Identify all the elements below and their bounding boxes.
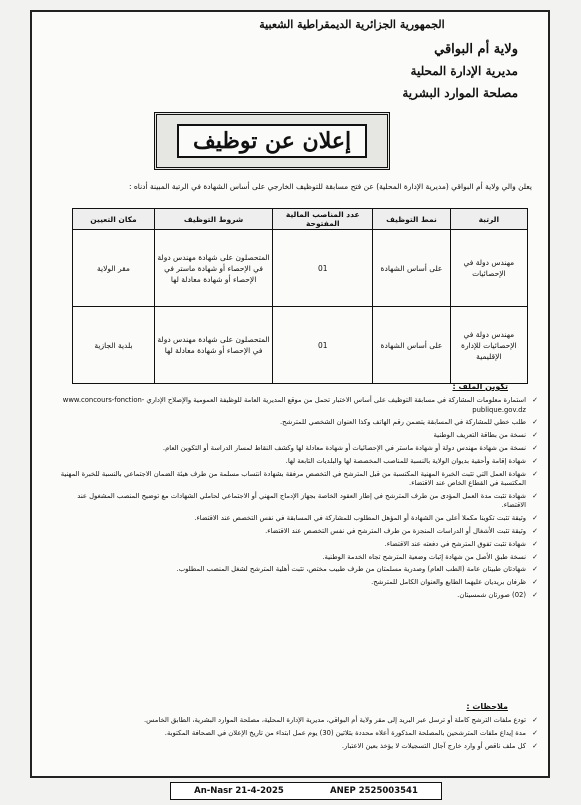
recruitment-mode-cell: على أساس الشهادة xyxy=(373,307,450,384)
column-header-conditions: شروط التوظيف xyxy=(154,209,272,230)
notes-heading: ملاحظات : xyxy=(466,702,508,711)
title-frame xyxy=(154,112,390,170)
service-name: مصلحة الموارد البشرية xyxy=(402,86,518,100)
list-item: ✓ استمارة معلومات المشاركة في مسابقة التوظيف على أساس الاختبار تحمل من موقع المديرية العامة للوظيفة العمومية والإصلاح الإداري www.concours-fonction-publique.gov.dz xyxy=(52,396,538,415)
list-item: ✓ شهادة العمل التي تثبت الخبرة المهنية المكتسبة من قبل المترشح في التخصص مرفقة بشهادة انتساب مسلمة من طرف هيئة الضمان الاجتماعي بالنسبة للخبرة المهنية المكتسبة في القطاع الخاص عند الاقتضاء. xyxy=(52,470,538,489)
list-item: ✓ (02) صورتان شمسيتان. xyxy=(52,591,538,601)
table-header-row xyxy=(73,209,528,230)
notes-list xyxy=(52,716,538,754)
list-item: ✓ طلب خطي للمشاركة في المسابقة يتضمن رقم الهاتف وكذا العنوان الشخصي للمترشح. xyxy=(52,418,538,428)
list-item: ✓ ظرفان بريديان عليهما الطابع والعنوان الكامل للمترشح. xyxy=(52,578,538,588)
positions-count-cell: 01 xyxy=(273,307,373,384)
announcement-page xyxy=(30,10,550,778)
list-item: ✓ وثيقة تثبت تكوينا مكملا أعلى من الشهادة أو المؤهل المطلوب للمشاركة في المسابقة في نفس التخصص عند الاقتضاء. xyxy=(52,514,538,524)
file-composition-heading: تكوين الملف : xyxy=(452,382,508,391)
list-item: ✓ وثيقة تثبت الأشغال أو الدراسات المنجزة من طرف المترشح في نفس التخصص عند الاقتضاء. xyxy=(52,527,538,537)
list-item: ✓ شهادة تثبت مدة العمل المؤدى من طرف المترشح في إطار العقود الخاصة بجهاز الإدماج المهني أو الاجتماعي لحاملي الشهادات مع توضيح المنصب المشغول عند الاقتضاء. xyxy=(52,492,538,511)
column-header-grade: الرتبة xyxy=(450,209,527,230)
recruitment-mode-cell: على أساس الشهادة xyxy=(373,230,450,307)
list-item: ✓ شهادة تثبت تفوق المترشح في دفعته عند الاقتضاء. xyxy=(52,540,538,550)
column-header-open-positions: عدد المناصب المالية المفتوحة xyxy=(273,209,373,230)
publication-footer xyxy=(170,782,442,800)
list-item: ✓ نسخة من شهادة مهندس دولة أو شهادة ماستر في الإحصائيات أو شهادة معادلة لها وكشف النقاط لمسار الدراسة أو التكوين العام. xyxy=(52,444,538,454)
list-item: ✓ شهادتان طبيتان عامة (الطب العام) وصدرية مسلمتان من طرف طبيب مختص، تثبت أهلية المترشح لشغل المنصب المطلوب. xyxy=(52,565,538,575)
grade-cell: مهندس دولة في الإحصائيات xyxy=(450,230,527,307)
column-header-assignment-place: مكان التعيين xyxy=(73,209,155,230)
list-item: ✓ نسخة طبق الأصل من شهادة إثبات وضعية المترشح تجاه الخدمة الوطنية. xyxy=(52,553,538,563)
wilaya-name: ولاية أم البواقي xyxy=(434,42,518,57)
column-header-recruitment-mode: نمط التوظيف xyxy=(373,209,450,230)
grade-cell: مهندس دولة في الإحصائيات للإدارة الإقليمية xyxy=(450,307,527,384)
table-row xyxy=(73,230,528,307)
anep-reference: ANEP 2525003541 xyxy=(330,786,418,796)
list-item: ✓ كل ملف ناقص أو وارد خارج آجال التسجيلات لا يؤخذ بعين الاعتبار. xyxy=(52,742,538,752)
announcement-title: إعلان عن توظيف xyxy=(177,124,367,158)
list-item: ✓ تودع ملفات الترشح كاملة أو ترسل عبر البريد إلى مقر ولاية أم البواقي، مديرية الإدارة المحلية، مصلحة الموارد البشرية، الطابق الخامس. xyxy=(52,716,538,726)
table-row xyxy=(73,307,528,384)
positions-table xyxy=(72,208,528,384)
assignment-place-cell: بلدية الجازية xyxy=(73,307,155,384)
conditions-cell: المتحصلون على شهادة مهندس دولة في الإحصاء أو شهادة ماستر في الإحصاء أو شهادة معادلة لها xyxy=(154,230,272,307)
assignment-place-cell: مقر الولاية xyxy=(73,230,155,307)
newspaper-date: An-Nasr 21-4-2025 xyxy=(194,786,284,796)
conditions-cell: المتحصلون على شهادة مهندس دولة في الإحصاء أو شهادة معادلة لها xyxy=(154,307,272,384)
list-item: ✓ شهادة إقامة وأحقية بديوان الولاية بالنسبة للمناصب المخصصة لها والبلديات التابعة لها. xyxy=(52,457,538,467)
positions-count-cell: 01 xyxy=(273,230,373,307)
republic-header: الجمهورية الجزائرية الديمقراطية الشعبية xyxy=(259,18,445,31)
required-documents-list xyxy=(52,396,538,604)
list-item: ✓ نسخة من بطاقة التعريف الوطنية xyxy=(52,431,538,441)
list-item: ✓ مدة إيداع ملفات المترشحين بالمصلحة المذكورة أعلاه محددة بثلاثين (30) يوم عمل ابتداء من تاريخ الإعلان في الصحافة المكتوبة. xyxy=(52,729,538,739)
directorate-name: مديرية الإدارة المحلية xyxy=(410,64,518,78)
intro-paragraph: يعلن والي ولاية أم البواقي (مديرية الإدارة المحلية) عن فتح مسابقة للتوظيف الخارجي على أساس الشهادة في الرتبة المبينة أدناه : xyxy=(128,182,532,191)
